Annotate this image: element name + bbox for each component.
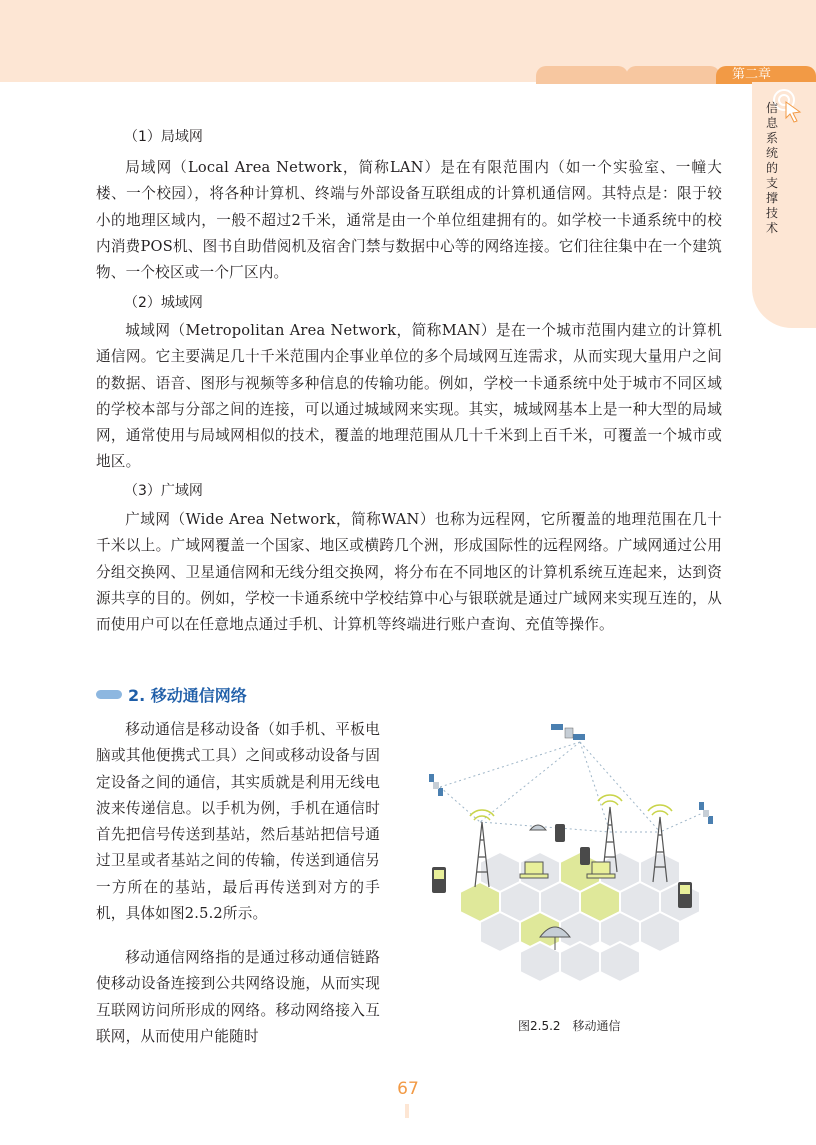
side-title-char: 支 <box>765 176 778 190</box>
page-marker <box>405 1104 409 1118</box>
section-marker <box>96 690 122 699</box>
lan-heading: （1）局域网 <box>124 129 203 145</box>
lan-paragraph: 局域网（Local Area Network，简称LAN）是在有限范围内（如一个实验室、一幢大楼、一个校园），将各种计算机、终端与外部设备互联组成的计算机通信网。其特点是：限于较小的地理区域内，一般不超过2千米，通常是由一个单位组建拥有的。如学校一卡通系统中的校内消费POS机、图书自助借阅机及宿舍门禁与数据中心等的网络连接。它们往往集中在一个建筑物、一个校区或一个厂区内。 <box>96 159 722 282</box>
side-title-char: 信 <box>765 101 778 115</box>
side-title-char: 技 <box>765 206 778 220</box>
side-title-char: 息 <box>765 116 778 130</box>
man-heading: （2）城域网 <box>124 295 203 311</box>
chapter-tab-inactive <box>626 66 720 84</box>
chapter-tab-inactive <box>536 66 628 84</box>
hex-ground <box>460 852 700 982</box>
side-title-char: 的 <box>765 161 778 175</box>
figure-caption: 图2.5.2 移动通信 <box>518 1019 621 1033</box>
mobile-communication-figure <box>420 712 730 1002</box>
radio-waves-icon <box>470 795 672 820</box>
side-title-char: 系 <box>765 131 778 145</box>
satellite-icon <box>699 802 713 824</box>
mobile-paragraph-1: 移动通信是移动设备（如手机、平板电脑或其他便携式工具）之间或移动设备与固定设备之间的通信，其实质就是利用无线电波来传递信息。以手机为例，手机在通信时首先把信号传送到基站，然后基站把信号通过卫星或者基站之间的传输，传送到通信另一方所在的基站，最后再传送到对方的手机，具体如图2.5.2所示。 <box>96 721 380 923</box>
side-title-char: 统 <box>765 146 778 160</box>
man-paragraph: 城域网（Metropolitan Area Network，简称MAN）是在一个城市范围内建立的计算机通信网。它主要满足几十千米范围内企事业单位的多个局域网互连需求，从而实现大量用户之间的数据、语音、图形与视频等多种信息的传输功能。例如，学校一卡通系统中处于城市不同区域的学校本部与分部之间的连接，可以通过城域网来实现。其实，城域网基本上是一种大型的局域网，通常使用与局域网相似的技术，覆盖的地理范围从几十千米到上百千米，可覆盖一个城市或地区。 <box>96 322 722 471</box>
page-number: 67 <box>397 1079 419 1099</box>
mobile-paragraph-2: 移动通信网络指的是通过移动通信链路使移动设备连接到公共网络设施，从而实现互联网访问所形成的网络。移动网络接入互联网，从而使用户能随时 <box>96 949 380 1045</box>
side-title-char: 术 <box>765 221 778 235</box>
chapter-tab[interactable]: 第二章 <box>716 66 816 84</box>
side-title-char: 撑 <box>765 191 778 205</box>
wan-paragraph: 广域网（Wide Area Network，简称WAN）也称为远程网，它所覆盖的地理范围在几十千米以上。广域网覆盖一个国家、地区或横跨几个洲，形成国际性的远程网络。广域网通过公用分组交换网、卫星通信网和无线分组交换网，将分布在不同地区的计算机系统互连起来，达到资源共享的目的。例如，学校一卡通系统中学校结算中心与银联就是通过广域网来实现互连的，从而使用户可以在任意地点通过手机、计算机等终端进行账户查询、充值等操作。 <box>96 511 722 634</box>
wan-heading: （3）广域网 <box>124 483 203 499</box>
signal-links <box>440 742 705 832</box>
satellite-icon <box>429 774 443 796</box>
side-chapter-title <box>765 101 779 236</box>
satellite-icon <box>551 724 585 740</box>
section-title: 2. 移动通信网络 <box>128 686 247 705</box>
